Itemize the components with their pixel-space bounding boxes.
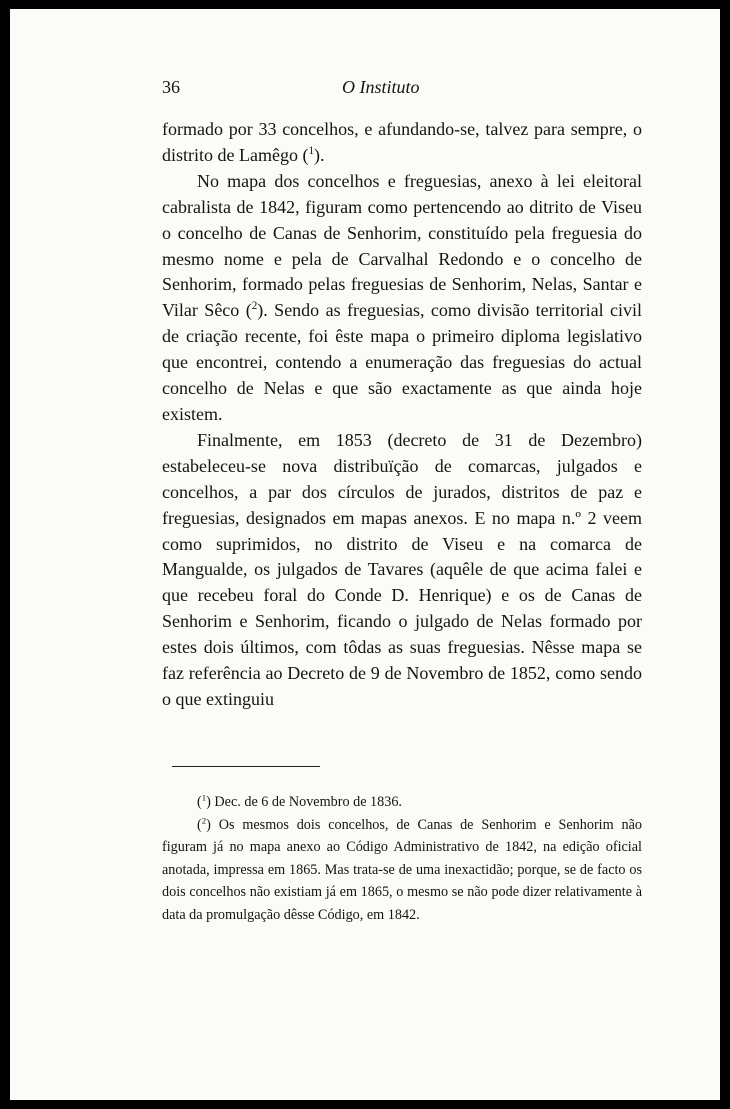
- footnote-marker: 2: [201, 814, 207, 825]
- paragraph-1: formado por 33 concelhos, e afundando-se, talvez para sempre, o distrito de Lamêgo ($^1$).: [162, 119, 642, 165]
- footnote-1: ($^1$) Dec. de 6 de Novembro de 1836.: [197, 792, 402, 810]
- footnote-marker: 1: [201, 792, 207, 803]
- book-page: [10, 9, 720, 1100]
- footnote-ref-1: 1: [308, 144, 315, 157]
- footnote-divider: [172, 766, 320, 767]
- footnote-ref-2: 2: [251, 300, 258, 313]
- body-text: [162, 117, 642, 713]
- running-title: O Instituto: [342, 77, 420, 97]
- page-number: 36: [162, 77, 180, 97]
- footnote-2: ($^2$) Os mesmos dois concelhos, de Canas de Senhorim e Senhorim não figuram já no mapa anexo ao Código Administrativo de 1842, na edição oficial anotada, impressa em 1865. Mas trata-se de uma inexactidão; porque, se de facto os dois concelhos não existiam já em 1865, o mesmo se não pode dizer relativamente à data da promulgação dêsse Código, em 1842.: [162, 814, 642, 923]
- footnotes: [162, 791, 642, 926]
- page-header: [162, 77, 642, 107]
- paragraph-3: Finalmente, em 1853 (decreto de 31 de Dezembro) estabeleceu-se nova distribuïção de comarcas, julgados e concelhos, a par dos círculos de jurados, distritos de paz e freguesias, designados em mapas anexos. E no mapa n.º 2 veem como suprimidos, no distrito de Viseu e na comarca de Mangualde, os julgados de Tavares (aquêle de que acima falei e que recebeu foral do Conde D. Henrique) e os de Canas de Senhorim e Senhorim, ficando o julgado de Nelas formado por estes dois últimos, com tôdas as suas freguesias. Nêsse mapa se faz referência ao Decreto de 9 de Novembro de 1852, como sendo o que extinguiu: [162, 429, 642, 709]
- paragraph-2: No mapa dos concelhos e freguesias, anexo à lei eleitoral cabralista de 1842, figuram como pertencendo ao ditrito de Viseu o concelho de Canas de Senhorim, constituído pela freguesia do mesmo nome e pela de Carvalhal Redondo e o concelho de Senhorim, formado pelas freguesias de Senhorim, Nelas, Santar e Vilar Sêco ($^2$). Sendo as freguesias, como divisão territorial civil de criação recente, foi êste mapa o primeiro diploma legislativo que encontrei, contendo a enumeração das freguesias do actual concelho de Nelas e que são exactamente as que ainda hoje existem.: [162, 170, 643, 424]
